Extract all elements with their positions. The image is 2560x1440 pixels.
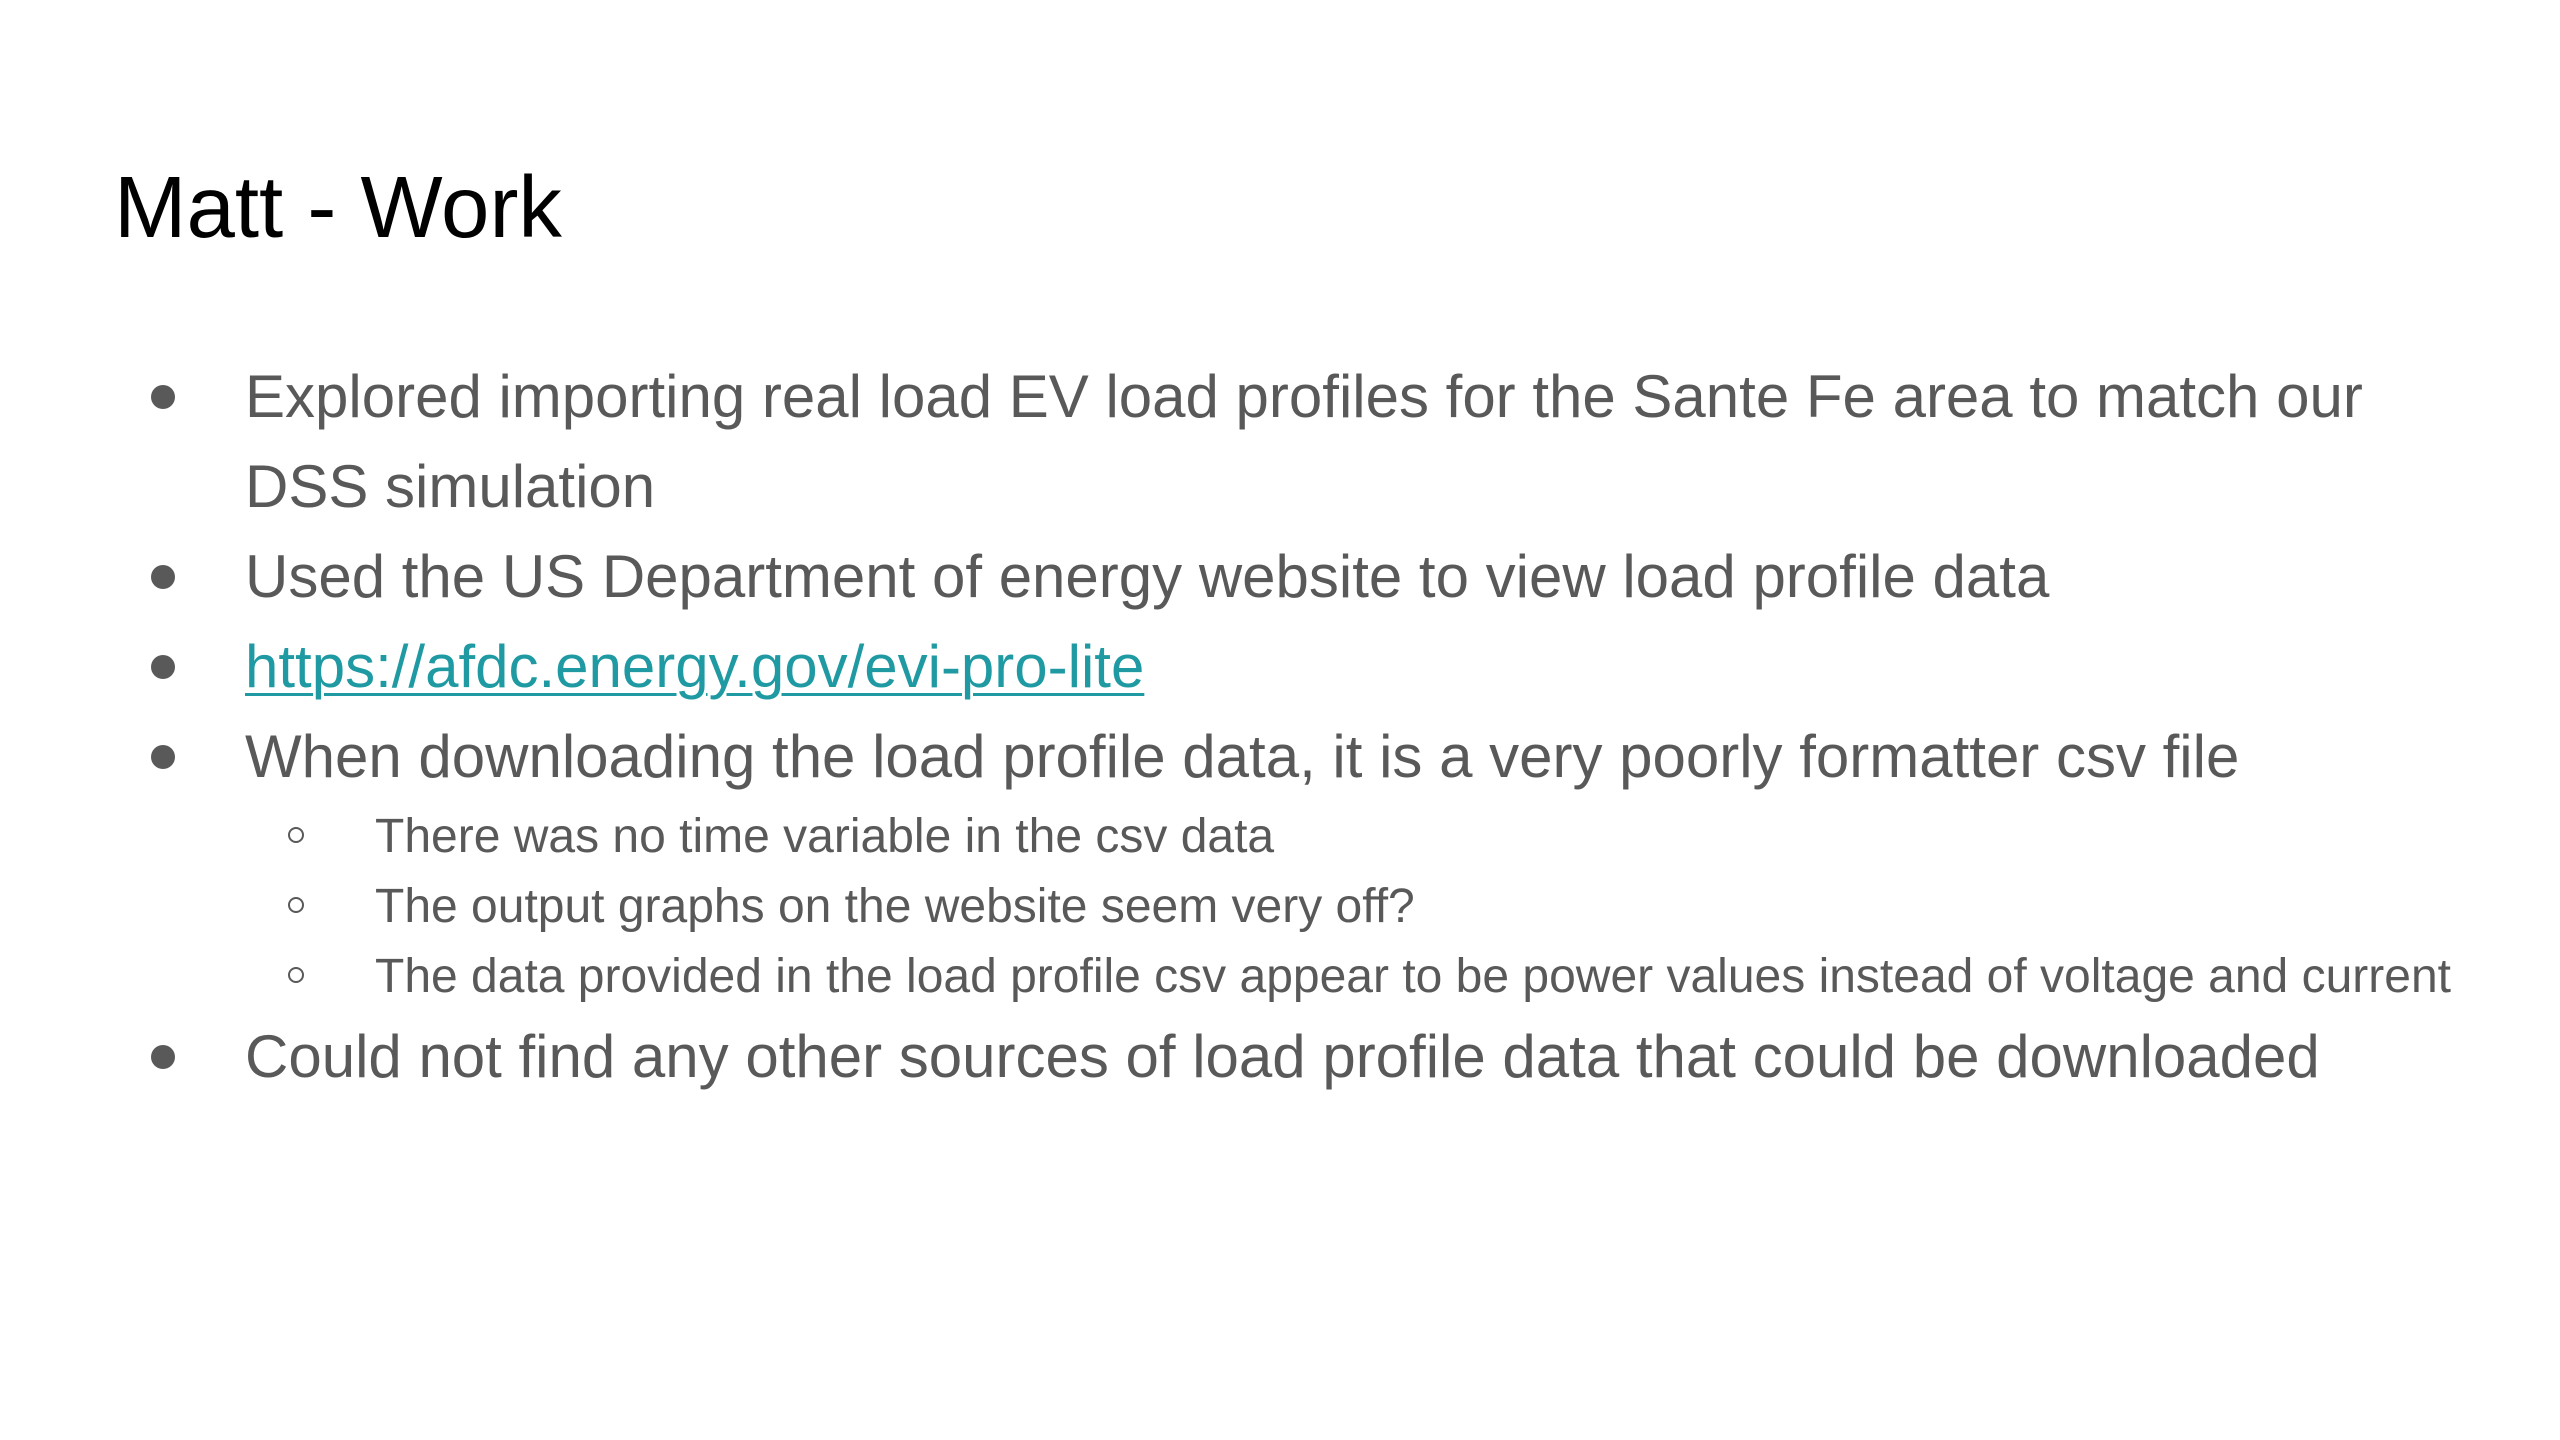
sub-bullet-text: There was no time variable in the csv data [375, 810, 1275, 863]
bullet-item [0, 712, 2475, 802]
bullet-text: Used the US Department of energy website to view load profile data [245, 543, 2050, 610]
bullet-list [0, 352, 2560, 1102]
bullet-item [0, 622, 2475, 712]
bullet-dot-icon [148, 352, 184, 442]
bullet-item [0, 352, 2475, 532]
slide-title: Matt - Work [114, 159, 562, 256]
bullet-dot-icon [148, 712, 184, 802]
bullet-dot-icon [148, 1012, 184, 1102]
bullet-text: Could not find any other sources of load profile data that could be downloaded [245, 1023, 2320, 1090]
bullet-text: When downloading the load profile data, it is a very poorly formatter csv file [245, 723, 2240, 790]
hollow-circle-bullet-icon [286, 802, 316, 872]
bullet-text: Explored importing real load EV load profiles for the Sante Fe area to match our DSS simulation [245, 363, 2363, 520]
evi-pro-lite-link[interactable]: https://afdc.energy.gov/evi-pro-lite [245, 633, 1145, 700]
sub-bullet-text: The output graphs on the website seem very off? [375, 880, 1415, 933]
sub-bullet-item [0, 872, 2485, 942]
hollow-circle-bullet-icon [286, 872, 316, 942]
bullet-dot-icon [148, 622, 184, 712]
sub-bullet-text: The data provided in the load profile csv appear to be power values instead of voltage and current [375, 950, 2451, 1003]
sub-bullet-item [0, 942, 2485, 1012]
bullet-dot-icon [148, 532, 184, 622]
sub-bullet-item [0, 802, 2485, 872]
hollow-circle-bullet-icon [286, 942, 316, 1012]
bullet-item [0, 1012, 2475, 1102]
bullet-item [0, 532, 2475, 622]
